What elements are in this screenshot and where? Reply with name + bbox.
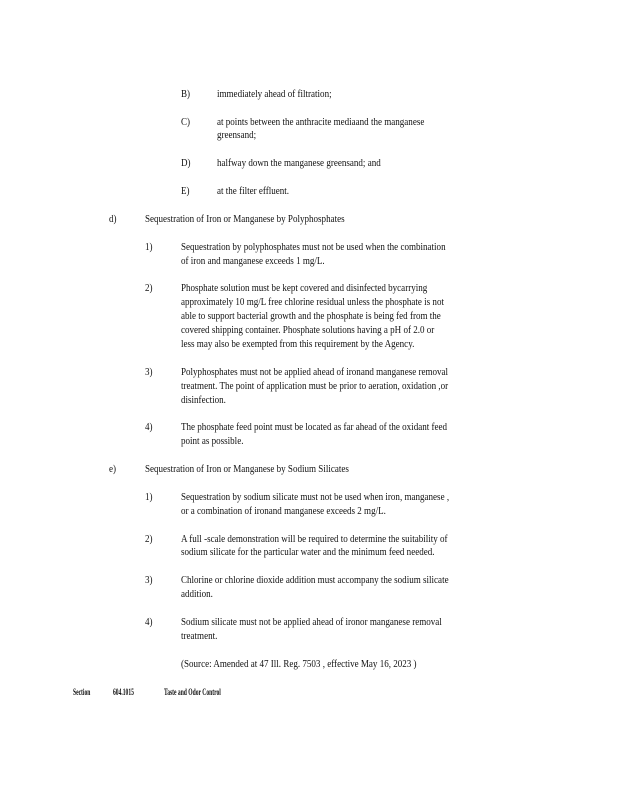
- item-text-line: point as possible.: [181, 436, 244, 447]
- item-label: C): [181, 117, 191, 128]
- item-text-line: covered shipping container. Phosphate solutions having a pH of 2.0 or: [181, 325, 435, 336]
- item-text-line: addition.: [181, 589, 213, 600]
- item-text-line: Sodium silicate must not be applied ahead of ironor manganese removal: [181, 617, 442, 628]
- item-label: 1): [145, 242, 153, 253]
- item-text-line: immediately ahead of filtration;: [217, 89, 332, 100]
- item-label: 2): [145, 534, 153, 545]
- item-text-line: sodium silicate for the particular water and the minimum feed needed.: [181, 547, 435, 558]
- item-text-line: Sequestration by sodium silicate must not be used when iron, manganese ,: [181, 492, 450, 503]
- item-text-line: greensand;: [217, 130, 257, 141]
- item-label: B): [181, 89, 191, 100]
- subsection-label: e): [109, 464, 117, 475]
- item-text-line: at the filter effluent.: [217, 186, 290, 197]
- item-label: E): [181, 186, 190, 197]
- section-number: 604.1015: [113, 687, 134, 697]
- item-label: 1): [145, 492, 153, 503]
- item-label: 3): [145, 575, 153, 586]
- item-text-line: able to support bacterial growth and the phosphate is being fed from the: [181, 311, 441, 322]
- item-label: 2): [145, 283, 153, 294]
- item-text-line: of iron and manganese exceeds 1 mg/L.: [181, 256, 325, 267]
- subsection-heading: Sequestration of Iron or Manganese by Polyphosphates: [145, 214, 345, 225]
- item-text-line: Phosphate solution must be kept covered and disinfected bycarrying: [181, 283, 428, 294]
- item-label: 4): [145, 617, 153, 628]
- item-label: 4): [145, 422, 153, 433]
- item-text-line: less may also be exempted from this requirement by the Agency.: [181, 339, 415, 350]
- item-text-line: A full -scale demonstration will be required to determine the suitability of: [181, 534, 448, 545]
- section-title: Taste and Odor Control: [164, 687, 221, 697]
- item-text-line: treatment.: [181, 631, 218, 642]
- item-text-line: approximately 10 mg/L free chlorine residual unless the phosphate is not: [181, 297, 444, 308]
- subsection-heading: Sequestration of Iron or Manganese by Sodium Silicates: [145, 464, 349, 475]
- subsection-label: d): [109, 214, 117, 225]
- source-note: (Source: Amended at 47 Ill. Reg. 7503 , effective May 16, 2023 ): [181, 659, 417, 670]
- item-text-line: Sequestration by polyphosphates must not be used when the combination: [181, 242, 446, 253]
- item-text-line: Chlorine or chlorine dioxide addition must accompany the sodium silicate: [181, 575, 449, 586]
- item-text-line: The phosphate feed point must be located as far ahead of the oxidant feed: [181, 422, 448, 433]
- item-text-line: Polyphosphates must not be applied ahead of ironand manganese removal: [181, 367, 449, 378]
- item-label: 3): [145, 367, 153, 378]
- item-text-line: disinfection.: [181, 395, 226, 406]
- section-label: Section: [73, 687, 91, 697]
- item-label: D): [181, 158, 191, 169]
- item-text-line: treatment. The point of application must be prior to aeration, oxidation ,or: [181, 381, 449, 392]
- item-text-line: halfway down the manganese greensand; and: [217, 158, 381, 169]
- item-text-line: at points between the anthracite mediaand the manganese: [217, 117, 425, 128]
- item-text-line: or a combination of ironand manganese exceeds 2 mg/L.: [181, 506, 386, 517]
